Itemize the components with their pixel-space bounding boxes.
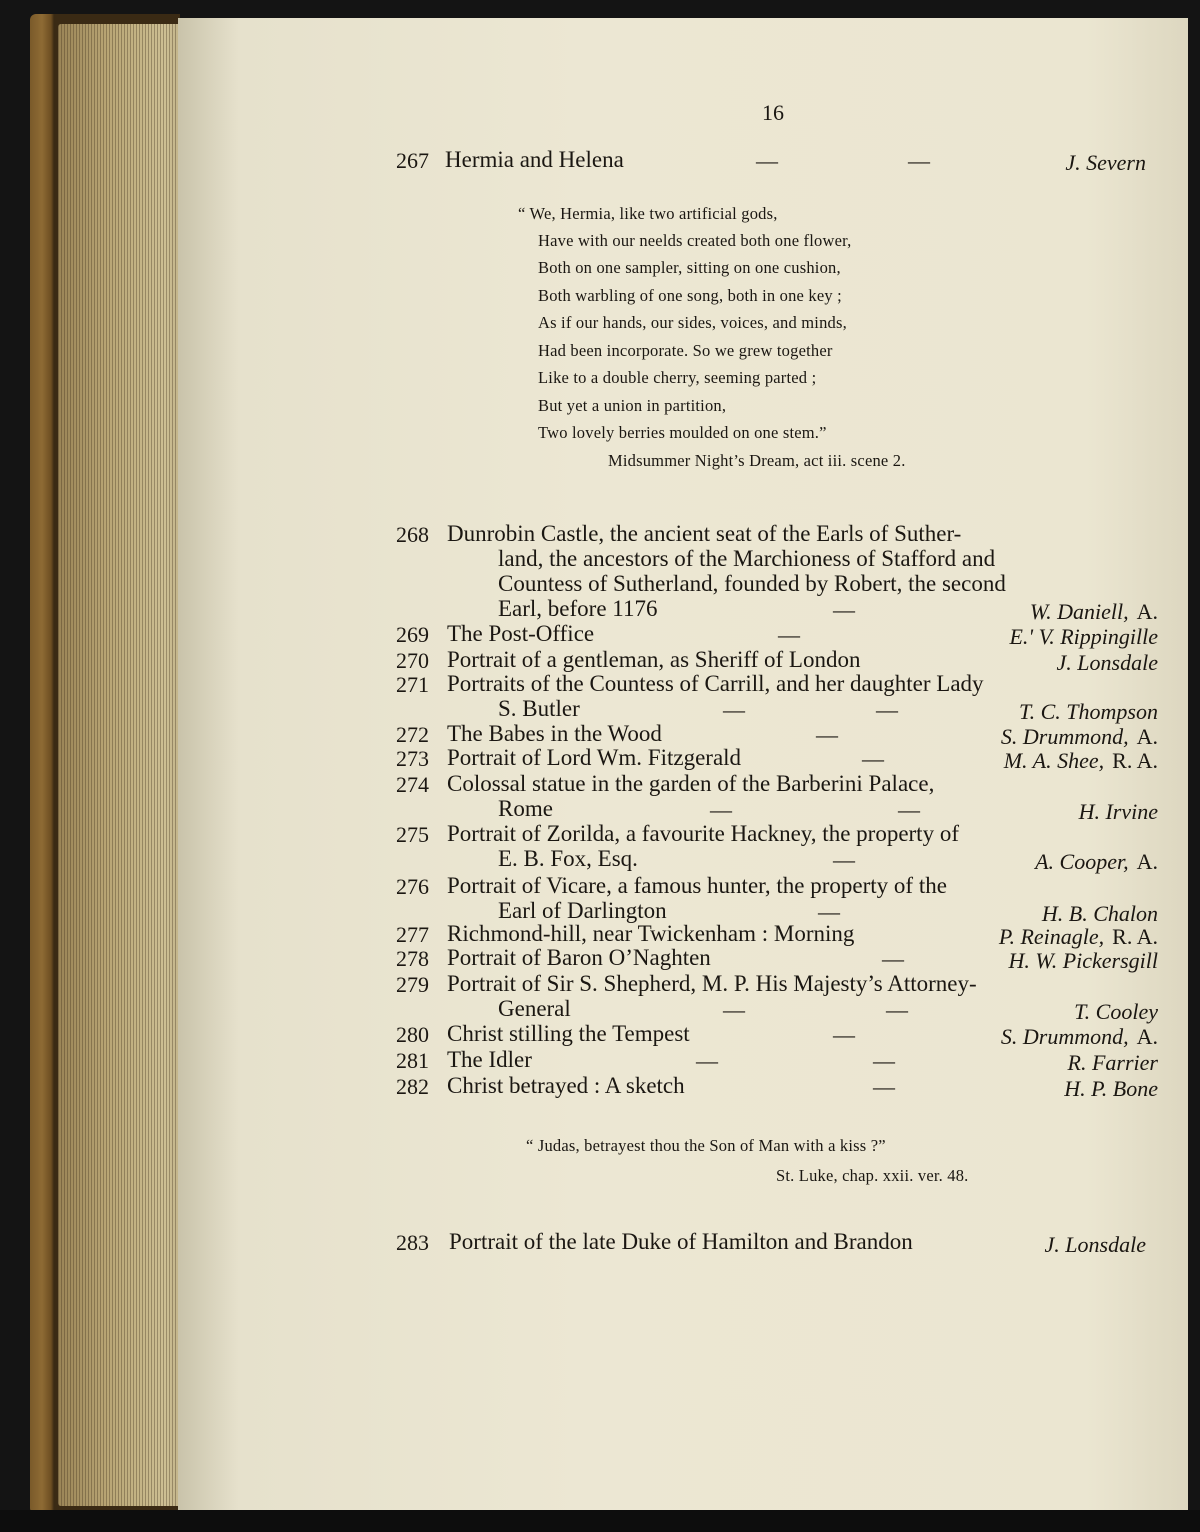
entry-artist bbox=[1001, 724, 1158, 750]
artist-name: E.' V. Rippingille bbox=[1009, 624, 1158, 649]
verse-line: But yet a union in partition, bbox=[538, 396, 727, 415]
entry-number: 282 bbox=[396, 1074, 429, 1099]
entry-title-line: land, the ancestors of the Marchioness of Stafford and bbox=[498, 546, 996, 571]
artist-name: M. A. Shee, bbox=[1003, 748, 1105, 773]
entry-number: 274 bbox=[396, 772, 429, 797]
artist-name: R. Farrier bbox=[1067, 1050, 1158, 1075]
entry-number: 272 bbox=[396, 722, 429, 747]
page-number: 16 bbox=[762, 100, 784, 125]
page-edges bbox=[58, 24, 184, 1506]
verse-line: “ We, Hermia, like two artificial gods, bbox=[518, 204, 778, 223]
entry-number: 275 bbox=[396, 822, 429, 847]
entry-artist bbox=[1064, 1076, 1158, 1102]
entry-artist bbox=[1019, 699, 1158, 725]
verse-line: Two lovely berries moulded on one stem.” bbox=[538, 423, 827, 442]
entry-artist: J. Severn bbox=[1065, 150, 1146, 175]
entry-dash: — bbox=[833, 1022, 855, 1047]
entry-dash: — bbox=[833, 597, 855, 622]
artist-name: S. Drummond, bbox=[1000, 724, 1129, 749]
entry-number: 281 bbox=[396, 1048, 429, 1073]
entry-title-line: Earl of Darlington bbox=[498, 898, 667, 923]
entry-artist bbox=[1068, 1050, 1158, 1076]
entry-number: 279 bbox=[396, 972, 429, 997]
bible-quote: “ Judas, betrayest thou the Son of Man with a kiss ?” bbox=[526, 1136, 886, 1155]
entry-dash: — bbox=[886, 997, 908, 1022]
entry-dash: — bbox=[833, 847, 855, 872]
academy-suffix: R. A. bbox=[1112, 748, 1158, 773]
book-page bbox=[178, 18, 1188, 1510]
verse-line: Have with our neelds created both one flower, bbox=[538, 231, 852, 250]
entry-artist: J. Lonsdale bbox=[1044, 1232, 1146, 1257]
entry-dash: — bbox=[873, 1074, 895, 1099]
entry-dash: — bbox=[778, 622, 800, 647]
academy-suffix: A. bbox=[1136, 849, 1158, 874]
entry-title-line: The Post-Office bbox=[447, 621, 595, 646]
entry-artist bbox=[1057, 650, 1158, 676]
verse-citation: Midsummer Night’s Dream, act iii. scene 2. bbox=[608, 451, 906, 470]
entry-title-line: Dunrobin Castle, the ancient seat of the Earls of Suther- bbox=[447, 521, 962, 546]
entry-title-line: Portraits of the Countess of Carrill, and her daughter Lady bbox=[447, 671, 984, 696]
entry-number: 283 bbox=[396, 1230, 429, 1255]
academy-suffix: R. A. bbox=[1112, 924, 1158, 949]
artist-name: T. Cooley bbox=[1074, 999, 1158, 1024]
entry-dash: — bbox=[723, 697, 745, 722]
entry-title-line: Portrait of Zorilda, a favourite Hackney, the property of bbox=[447, 821, 959, 846]
entry-title-line: Portrait of Vicare, a famous hunter, the property of the bbox=[447, 873, 947, 898]
verse-line: Both warbling of one song, both in one key ; bbox=[538, 286, 842, 305]
artist-name: W. Daniell, bbox=[1029, 599, 1129, 624]
entry-number: 277 bbox=[396, 922, 429, 947]
entry-artist bbox=[1035, 849, 1158, 875]
entry-title: Hermia and Helena bbox=[445, 147, 624, 172]
artist-name: H. Irvine bbox=[1078, 799, 1158, 824]
entry-artist bbox=[1009, 948, 1159, 974]
artist-name: T. C. Thompson bbox=[1019, 699, 1158, 724]
verse-line: Had been incorporate. So we grew together bbox=[538, 341, 833, 360]
artist-name: J. Lonsdale bbox=[1056, 650, 1158, 675]
entry-number: 276 bbox=[396, 874, 429, 899]
entry-title-line: Portrait of Baron O’Naghten bbox=[447, 945, 711, 970]
entry-dash: — bbox=[818, 899, 840, 924]
entry-title-line: Portrait of Sir S. Shepherd, M. P. His Majesty’s Attorney- bbox=[447, 971, 977, 996]
artist-name: H. P. Bone bbox=[1064, 1076, 1158, 1101]
entry-dash: — bbox=[898, 797, 920, 822]
entry-artist bbox=[1009, 624, 1158, 650]
entry-title-line: Portrait of a gentleman, as Sheriff of London bbox=[447, 647, 861, 672]
verse-line: Both on one sampler, sitting on one cushion, bbox=[538, 258, 841, 277]
entry-number: 270 bbox=[396, 648, 429, 673]
entry-dash: — bbox=[862, 746, 884, 771]
verse-line: As if our hands, our sides, voices, and minds, bbox=[538, 313, 847, 332]
verse-line: Like to a double cherry, seeming parted ; bbox=[538, 368, 817, 387]
entry-artist bbox=[1001, 1024, 1158, 1050]
entry-title-line: Portrait of Lord Wm. Fitzgerald bbox=[447, 745, 742, 770]
entry-artist bbox=[1079, 799, 1158, 825]
bible-citation: St. Luke, chap. xxii. ver. 48. bbox=[776, 1166, 969, 1185]
entry-title-line: S. Butler bbox=[498, 696, 580, 721]
entry-title-line: Colossal statue in the garden of the Barberini Palace, bbox=[447, 771, 935, 796]
entry-dash: — bbox=[908, 148, 930, 173]
entry-artist bbox=[1074, 999, 1158, 1025]
entry-title-line: General bbox=[498, 996, 571, 1021]
entry-title-line: Rome bbox=[498, 796, 553, 821]
artist-name: H. W. Pickersgill bbox=[1008, 948, 1158, 973]
entry-number: 268 bbox=[396, 522, 429, 547]
entry-number: 269 bbox=[396, 622, 429, 647]
entry-title-line: The Babes in the Wood bbox=[447, 721, 662, 746]
academy-suffix: A. bbox=[1136, 1024, 1158, 1049]
artist-name: H. B. Chalon bbox=[1041, 901, 1158, 926]
academy-suffix: A. bbox=[1136, 599, 1158, 624]
entry-title: Portrait of the late Duke of Hamilton and Brandon bbox=[449, 1229, 913, 1254]
entry-artist bbox=[1030, 599, 1158, 625]
entry-number: 280 bbox=[396, 1022, 429, 1047]
entry-artist bbox=[1004, 748, 1158, 774]
entry-dash: — bbox=[723, 997, 745, 1022]
entry-number: 271 bbox=[396, 672, 429, 697]
entry-dash: — bbox=[876, 697, 898, 722]
entry-dash: — bbox=[756, 148, 778, 173]
entry-title-line: Countess of Sutherland, founded by Robert, the second bbox=[498, 571, 1006, 596]
entry-title-line: The Idler bbox=[447, 1047, 532, 1072]
scan-background bbox=[0, 1510, 1200, 1532]
entry-artist bbox=[999, 924, 1158, 950]
entry-number: 278 bbox=[396, 946, 429, 971]
entry-title-line: E. B. Fox, Esq. bbox=[498, 846, 638, 871]
entry-dash: — bbox=[710, 797, 732, 822]
entry-number: 267 bbox=[396, 148, 429, 173]
entry-dash: — bbox=[873, 1048, 895, 1073]
entry-title-line: Christ betrayed : A sketch bbox=[447, 1073, 685, 1098]
artist-name: S. Drummond, bbox=[1000, 1024, 1129, 1049]
artist-name: A. Cooper, bbox=[1035, 849, 1129, 874]
entry-dash: — bbox=[816, 722, 838, 747]
entry-title-line: Christ stilling the Tempest bbox=[447, 1021, 690, 1046]
entry-title-line: Earl, before 1176 bbox=[498, 596, 658, 621]
entry-dash: — bbox=[696, 1048, 718, 1073]
entry-title-line: Richmond-hill, near Twickenham : Morning bbox=[447, 921, 855, 946]
academy-suffix: A. bbox=[1136, 724, 1158, 749]
entry-dash: — bbox=[882, 946, 904, 971]
entry-number: 273 bbox=[396, 746, 429, 771]
artist-name: P. Reinagle, bbox=[998, 924, 1105, 949]
